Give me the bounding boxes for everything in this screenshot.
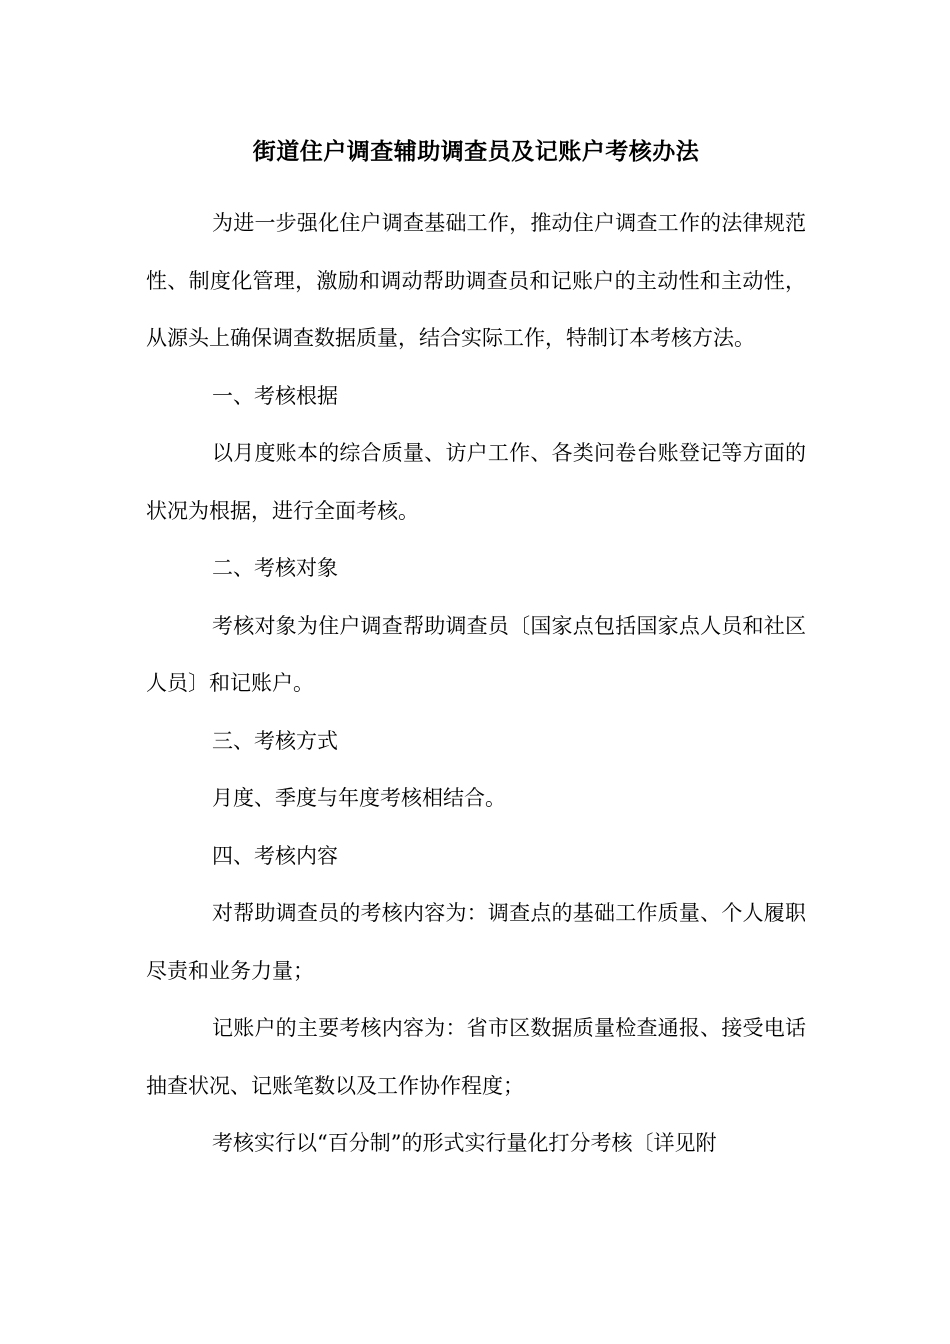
section-3-heading: 三、考核方式 [212,728,338,753]
section-2-heading: 二、考核对象 [212,556,338,580]
section-1-body: 以月度账本的综合质量、访户工作、各类问卷台账登记等方面的状况为根据，进行全面考核。 [146,441,806,523]
intro-paragraph: 为进一步强化住户调查基础工作，推动住户调查工作的法律规范性、制度化管理，激励和调动帮助调查员和记账户的主动性和主动性，从源头上确保调查数据质量，结合实际工作，特制订本考核方法。 [146,211,806,350]
section-4-heading: 四、考核内容 [212,843,338,868]
section-1-heading: 一、考核根据 [212,383,338,408]
document-title: 街道住户调查辅助调查员及记账户考核办法 [252,138,700,165]
section-2-body: 考核对象为住户调查帮助调查员〔国家点包括国家点人员和社区人员〕和记账户。 [146,613,806,695]
section-4-body-3: 考核实行以“百分制”的形式实行量化打分考核〔详见附 [212,1131,717,1155]
document-page [146,130,806,1173]
section-4-body-1: 对帮助调查员的考核内容为：调查点的基础工作质量、个人履职尽责和业务力量； [146,901,806,983]
section-4-body-2: 记账户的主要考核内容为：省市区数据质量检查通报、接受电话抽查状况、记账笔数以及工作协作程度； [146,1016,806,1098]
section-3-body: 月度、季度与年度考核相结合。 [212,786,506,810]
